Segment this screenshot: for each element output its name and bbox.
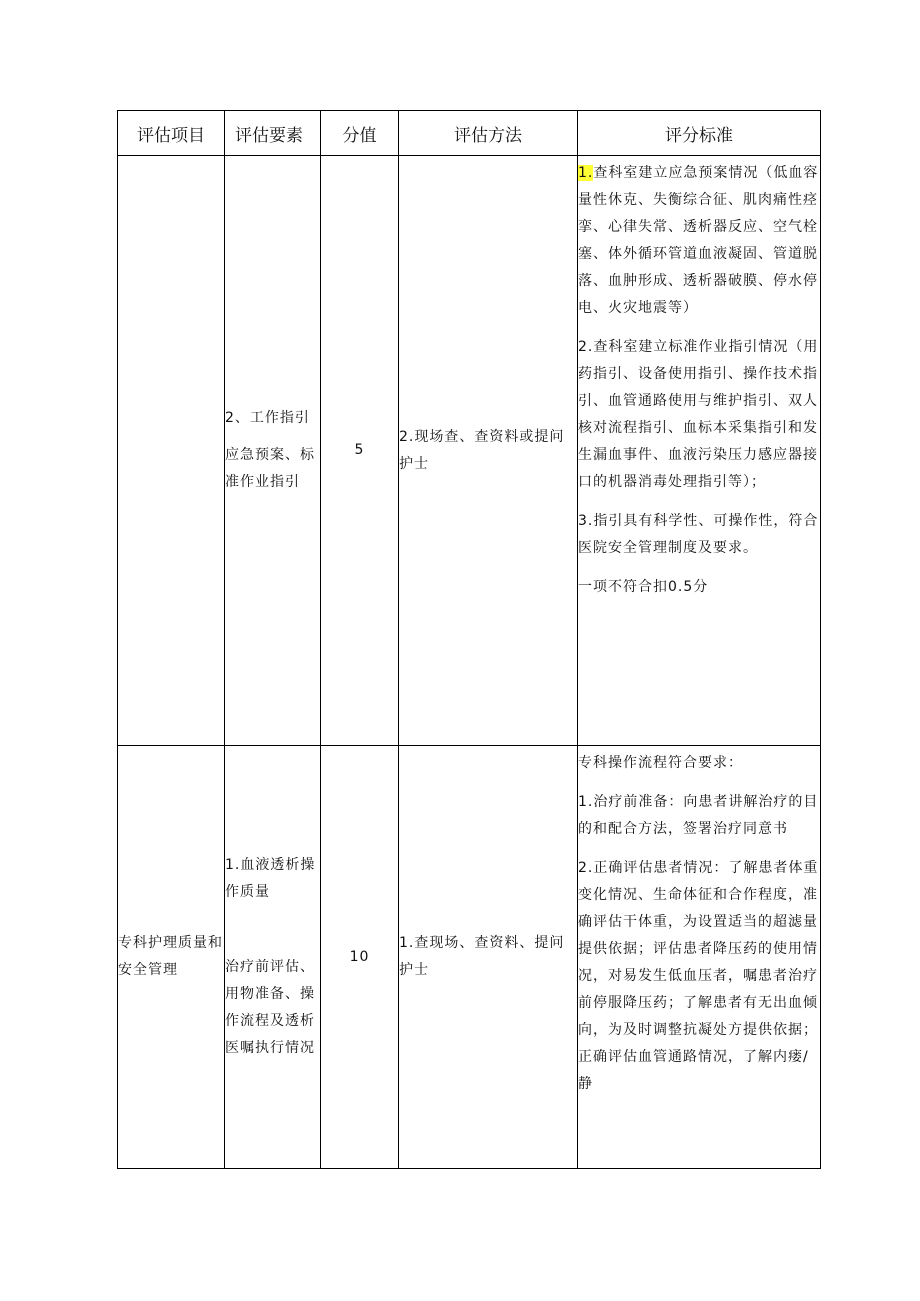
- element-title: 1.血液透析操作质量: [225, 857, 316, 900]
- criteria-item: 1.治疗前准备：向患者讲解治疗的目的和配合方法，签署治疗同意书: [578, 794, 819, 837]
- criteria-cell: [578, 156, 821, 746]
- header-score: 分值: [321, 111, 399, 156]
- table-row: [118, 746, 821, 1169]
- evaluation-table: [117, 110, 821, 1169]
- element-description: 治疗前评估、用物准备、操作流程及透析医嘱执行情况: [225, 959, 315, 1056]
- criteria-cell: [578, 746, 821, 1169]
- header-criteria: 评分标准: [578, 111, 821, 156]
- item-cell: [118, 156, 225, 746]
- header-element: 评估要素: [225, 111, 321, 156]
- criteria-item: 2.查科室建立标准作业指引情况（用药指引、设备使用指引、操作技术指引、血管通路使用与维护指引、双人核对流程指引、血标本采集指引和发生漏血事件、血液污染压力感应器接口的机器消毒处理指引等）；: [578, 339, 819, 490]
- header-method: 评估方法: [399, 111, 578, 156]
- header-row: [118, 111, 821, 156]
- method-cell: 2.现场查、查资料或提问护士: [399, 156, 578, 746]
- highlight-mark: 1.: [578, 165, 594, 181]
- element-cell: [225, 746, 321, 1169]
- element-description: 应急预案、标准作业指引: [225, 447, 315, 490]
- score-cell: 5: [321, 156, 399, 746]
- criteria-deduction: 一项不符合扣0.5分: [578, 579, 709, 595]
- score-cell: 10: [321, 746, 399, 1169]
- header-item: 评估项目: [118, 111, 225, 156]
- method-cell: 1.查现场、查资料、提问护士: [399, 746, 578, 1169]
- criteria-item: 1.查科室建立应急预案情况（低血容量性休克、失衡综合征、肌肉痛性痉挛、心律失常、透析器反应、空气栓塞、体外循环管道血液凝固、管道脱落、血肿形成、透析器破膜、停水停电、火灾地震等）: [578, 165, 819, 316]
- criteria-intro: 专科操作流程符合要求：: [578, 755, 743, 771]
- criteria-item: 2.正确评估患者情况：了解患者体重变化情况、生命体征和合作程度，准确评估干体重，为设置适当的超滤量提供依据；评估患者降压药的使用情况，对易发生低血压者，嘱患者治疗前停服降压药；了解患者有无出血倾向，为及时调整抗凝处方提供依据；正确评估血管通路情况，了解内瘘/静: [578, 860, 819, 1092]
- item-cell: 专科护理质量和安全管理: [118, 746, 225, 1169]
- table-row: [118, 156, 821, 746]
- element-title: 2、工作指引: [225, 410, 310, 426]
- criteria-item: 3.指引具有科学性、可操作性，符合医院安全管理制度及要求。: [578, 513, 819, 556]
- element-cell: [225, 156, 321, 746]
